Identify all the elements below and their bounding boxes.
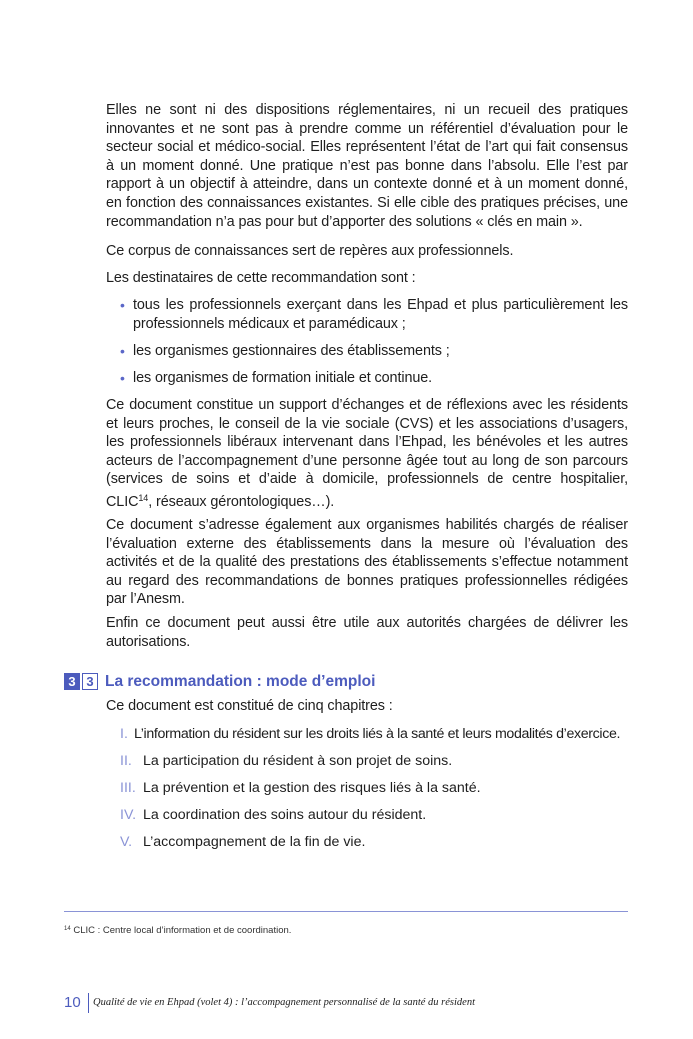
footnote-text: CLIC : Centre local d’information et de coordination.	[73, 925, 292, 936]
chapter-number: IV.	[120, 807, 137, 823]
corpus-paragraph	[106, 242, 628, 261]
paragraph-text: Enfin ce document peut aussi être utile aux autorités chargées de délivrer les autorisations.	[106, 615, 628, 650]
bullet-icon: •	[120, 297, 125, 313]
paragraph-text: Ce document est constitué de cinq chapitres :	[106, 698, 393, 714]
page-footer	[64, 993, 664, 1013]
section-number-major: 3	[64, 673, 80, 690]
chapter-title: L’accompagnement de la fin de vie.	[143, 834, 366, 850]
bullet-icon: •	[120, 343, 125, 359]
footnote-divider	[64, 911, 628, 912]
list-item-text: les organismes gestionnaires des établissements ;	[133, 343, 450, 359]
page-number: 10	[64, 994, 81, 1011]
footnote	[64, 923, 291, 937]
paragraph-text: Ce corpus de connaissances sert de repères aux professionnels.	[106, 243, 514, 259]
footnote-reference[interactable]: 14	[138, 492, 149, 503]
chapter-number: III.	[120, 780, 136, 796]
paragraph-text: Les destinataires de cette recommandation sont :	[106, 270, 416, 286]
footnote-marker: 14	[64, 926, 71, 932]
support-paragraph	[106, 396, 628, 512]
paragraph-text: Ce document s’adresse également aux organismes habilités chargés de réaliser l’évaluation externe des établissements dans la mesure où l’évaluation des activités et de la qualité des prestations des établissements s’effectue notamment au regard des recommandations de bonnes pratiques professionnelles rédigées par l’Anesm.	[106, 517, 628, 608]
chapter-item	[120, 833, 365, 851]
authorities-paragraph	[106, 614, 628, 651]
chapter-title: L’information du résident sur les droits liés à la santé et leurs modalités d’exercice.	[134, 726, 621, 742]
chapter-item	[120, 752, 452, 770]
intro-paragraph	[106, 101, 628, 231]
paragraph-text-part: Ce document constitue un support d’échanges et de réflexions avec les résidents et leurs proches, le conseil de la vie sociale (CVS) et les associations d’usagers, les professionnels libéraux intervenant dans l’Ehpad, les bénévoles et les autres acteurs de l’accompagnement d’une personne âgée tout au long de son parcours (services de soins et d’aide à domicile, professionnels de centre hospitalier, CLIC	[106, 397, 628, 510]
list-item	[120, 369, 628, 388]
list-item	[120, 296, 628, 333]
chapter-title: La coordination des soins autour du résident.	[143, 807, 427, 823]
running-title: Qualité de vie en Ehpad (volet 4) : l’accompagnement personnalisé de la santé du résident	[93, 997, 475, 1008]
chapter-item	[120, 725, 620, 743]
chapter-item	[120, 806, 426, 824]
paragraph-text: Elles ne sont ni des dispositions réglementaires, ni un recueil des pratiques innovantes et ne sont pas à prendre comme un référentiel d’évaluation pour le secteur social et médico-social. Elles représentent l’état de l’art qui fait consensus à un moment donné. Une pratique n’est pas bonne dans l’absolu. Elle l’est par rapport à un objectif à atteindre, dans un contexte donné et à un moment donné, en fonction des connaissances existantes. Si elle cible des pratiques précises, une recommandation n’a pas pour but d’apporter des solutions « clés en main ».	[106, 102, 628, 230]
footer-divider	[88, 993, 89, 1013]
section-title: La recommandation : mode d’emploi	[105, 673, 376, 690]
chapter-title: La participation du résident à son projet de soins.	[143, 753, 453, 769]
chapter-title: La prévention et la gestion des risques liés à la santé.	[143, 780, 481, 796]
section-heading	[64, 672, 624, 694]
chapter-number: V.	[120, 834, 133, 850]
section-number-minor: 3	[82, 673, 98, 690]
list-item-text: les organismes de formation initiale et continue.	[133, 370, 433, 386]
bullet-icon: •	[120, 370, 125, 386]
chapters-intro	[106, 697, 628, 716]
chapter-number: I.	[120, 726, 128, 742]
paragraph-text-part: , réseaux gérontologiques…).	[148, 493, 335, 510]
chapter-number: II.	[120, 753, 132, 769]
evaluation-paragraph	[106, 516, 628, 609]
list-item	[120, 342, 628, 361]
chapter-item	[120, 779, 481, 797]
paragraph-text	[106, 396, 628, 512]
list-item-text: tous les professionnels exerçant dans les Ehpad et plus particulièrement les professionnels médicaux et paramédicaux ;	[133, 297, 628, 332]
recipients-intro	[106, 269, 628, 288]
